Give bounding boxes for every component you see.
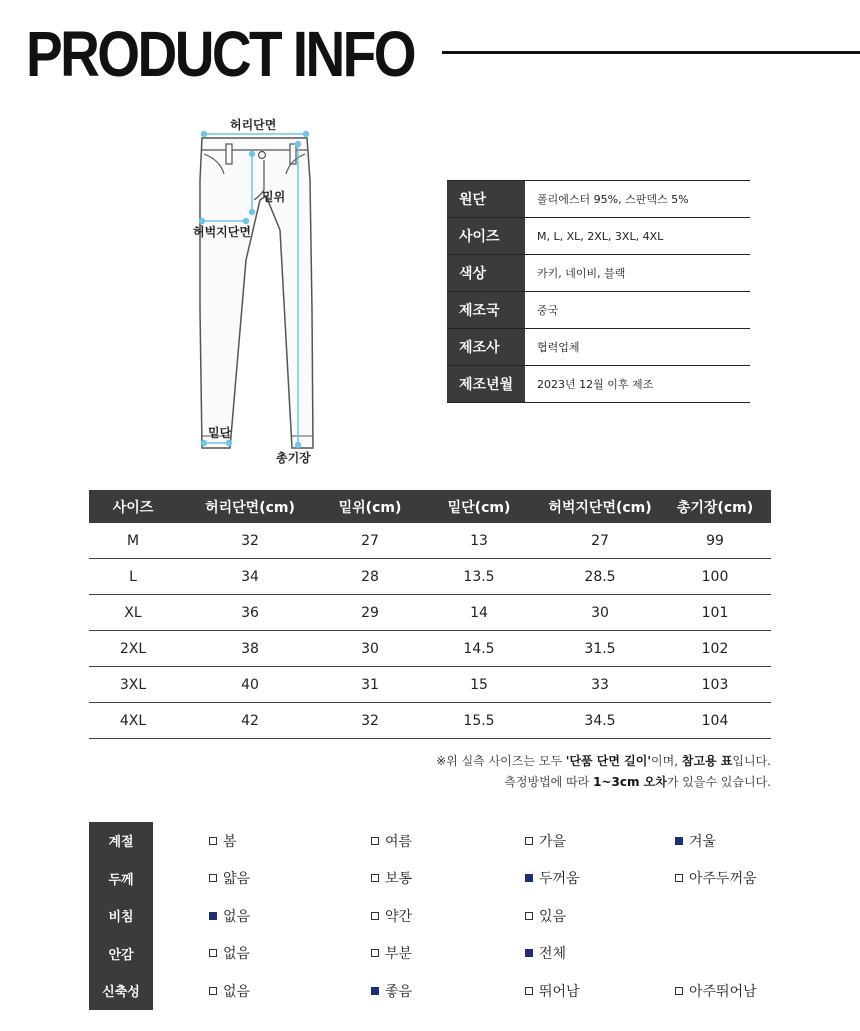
checked-box-icon xyxy=(525,949,533,957)
table-cell: 15.5 xyxy=(417,703,541,739)
table-cell: 27 xyxy=(541,523,659,559)
property-option[interactable] xyxy=(371,860,412,898)
table-cell: 34 xyxy=(177,559,323,595)
spec-row xyxy=(447,218,750,255)
table-cell: 33 xyxy=(541,667,659,703)
table-cell: 27 xyxy=(323,523,417,559)
option-label: 겨울 xyxy=(689,833,717,850)
property-label: 두께 xyxy=(89,860,153,898)
property-option[interactable] xyxy=(371,935,412,973)
table-cell: 30 xyxy=(541,595,659,631)
property-label: 비침 xyxy=(89,897,153,935)
note-text: 이며, xyxy=(651,754,682,768)
property-row xyxy=(89,860,779,898)
spec-key: 제조년월 xyxy=(447,366,525,402)
table-row xyxy=(89,559,771,595)
pants-illustration xyxy=(180,110,340,470)
note-emphasis: 참고용 표 xyxy=(681,754,733,768)
spec-key: 원단 xyxy=(447,181,525,217)
note-emphasis: '단품 단면 길이' xyxy=(565,754,652,768)
table-cell: 32 xyxy=(323,703,417,739)
measurement-note-2 xyxy=(504,773,771,790)
option-label: 부분 xyxy=(385,946,413,963)
spec-value: M, L, XL, 2XL, 3XL, 4XL xyxy=(537,229,664,243)
spec-key: 제조국 xyxy=(447,292,525,328)
option-label: 두꺼움 xyxy=(539,871,580,888)
option-label: 없음 xyxy=(223,983,251,1000)
unchecked-box-icon xyxy=(525,987,533,995)
table-cell: 15 xyxy=(417,667,541,703)
pants-diagram xyxy=(180,110,340,470)
property-row xyxy=(89,935,779,973)
property-option[interactable] xyxy=(209,822,237,860)
spec-key: 제조사 xyxy=(447,329,525,365)
table-row xyxy=(89,667,771,703)
label-rise: 밑위 xyxy=(262,190,286,204)
option-label: 아주두꺼움 xyxy=(689,871,757,888)
table-cell: 36 xyxy=(177,595,323,631)
property-option[interactable] xyxy=(675,972,757,1010)
unchecked-box-icon xyxy=(371,874,379,882)
option-label: 약간 xyxy=(385,908,413,925)
unchecked-box-icon xyxy=(371,837,379,845)
property-option[interactable] xyxy=(209,972,250,1010)
spec-key: 사이즈 xyxy=(447,218,525,254)
note-text: 가 있을수 있습니다. xyxy=(666,775,771,789)
property-row xyxy=(89,897,779,935)
option-label: 뛰어남 xyxy=(539,983,580,1000)
property-option[interactable] xyxy=(209,897,250,935)
unchecked-box-icon xyxy=(209,874,217,882)
header-cell: 허리단면(cm) xyxy=(177,490,323,523)
label-length: 총기장 xyxy=(276,451,311,465)
note-emphasis: 1~3cm 오차 xyxy=(593,775,667,789)
spec-row xyxy=(447,366,750,403)
header-cell: 밑위(cm) xyxy=(323,490,417,523)
spec-row xyxy=(447,181,750,218)
page-header xyxy=(0,0,860,100)
property-label: 안감 xyxy=(89,935,153,973)
spec-row xyxy=(447,329,750,366)
header-cell: 사이즈 xyxy=(89,490,177,523)
table-cell: 30 xyxy=(323,631,417,667)
option-label: 전체 xyxy=(539,946,567,963)
table-cell: XL xyxy=(89,595,177,631)
property-option[interactable] xyxy=(675,822,716,860)
label-hem: 밑단 xyxy=(208,426,232,440)
spec-key: 색상 xyxy=(447,255,525,291)
table-cell: 13 xyxy=(417,523,541,559)
header-cell: 총기장(cm) xyxy=(659,490,771,523)
option-label: 여름 xyxy=(385,833,413,850)
property-option[interactable] xyxy=(371,897,412,935)
table-cell: 4XL xyxy=(89,703,177,739)
option-label: 보통 xyxy=(385,871,413,888)
table-cell: 3XL xyxy=(89,667,177,703)
table-cell: 101 xyxy=(659,595,771,631)
unchecked-box-icon xyxy=(209,987,217,995)
spec-value: 2023년 12월 이후 제조 xyxy=(537,378,654,391)
unchecked-box-icon xyxy=(209,949,217,957)
table-cell: 13.5 xyxy=(417,559,541,595)
table-cell: 32 xyxy=(177,523,323,559)
option-label: 아주뛰어남 xyxy=(689,983,757,1000)
measurement-note-1 xyxy=(436,752,771,769)
table-cell: 103 xyxy=(659,667,771,703)
size-table xyxy=(89,490,771,739)
option-label: 가을 xyxy=(539,833,567,850)
property-option[interactable] xyxy=(525,822,566,860)
table-row xyxy=(89,523,771,559)
table-cell: 31 xyxy=(323,667,417,703)
title-rule xyxy=(442,51,860,54)
option-label: 없음 xyxy=(223,946,251,963)
belt-loop-left xyxy=(226,144,232,164)
property-row xyxy=(89,972,779,1010)
property-option[interactable] xyxy=(675,860,757,898)
table-cell: 29 xyxy=(323,595,417,631)
label-waist: 허리단면 xyxy=(230,118,277,132)
table-cell: 104 xyxy=(659,703,771,739)
option-label: 있음 xyxy=(539,908,567,925)
option-label: 얇음 xyxy=(223,871,251,888)
property-row xyxy=(89,822,779,860)
table-cell: 40 xyxy=(177,667,323,703)
option-label: 없음 xyxy=(223,908,251,925)
table-cell: M xyxy=(89,523,177,559)
header-cell: 밑단(cm) xyxy=(417,490,541,523)
unchecked-box-icon xyxy=(525,837,533,845)
table-row xyxy=(89,595,771,631)
unchecked-box-icon xyxy=(371,912,379,920)
unchecked-box-icon xyxy=(675,874,683,882)
table-row xyxy=(89,703,771,739)
unchecked-box-icon xyxy=(371,949,379,957)
checked-box-icon xyxy=(371,987,379,995)
property-option[interactable] xyxy=(525,897,566,935)
unchecked-box-icon xyxy=(209,837,217,845)
property-option[interactable] xyxy=(525,935,566,973)
note-text: 입니다. xyxy=(732,754,771,768)
checked-box-icon xyxy=(209,912,217,920)
note-text: ※위 실측 사이즈는 모두 xyxy=(436,754,566,768)
pants-outline xyxy=(200,138,313,448)
table-cell: 28.5 xyxy=(541,559,659,595)
unchecked-box-icon xyxy=(675,987,683,995)
property-checklist xyxy=(89,822,779,1010)
spec-table xyxy=(447,180,750,403)
option-label: 좋음 xyxy=(385,983,413,1000)
property-option[interactable] xyxy=(209,935,250,973)
table-cell: 100 xyxy=(659,559,771,595)
property-option[interactable] xyxy=(371,822,412,860)
table-cell: 34.5 xyxy=(541,703,659,739)
size-table-header xyxy=(89,490,771,523)
property-option[interactable] xyxy=(371,972,412,1010)
spec-row xyxy=(447,292,750,329)
page-title: PRODUCT INFO xyxy=(26,18,414,90)
spec-value: 협력업체 xyxy=(537,341,580,354)
spec-value: 폴리에스터 95%, 스판덱스 5% xyxy=(537,193,689,206)
property-option[interactable] xyxy=(525,972,580,1010)
note-text: 측정방법에 따라 xyxy=(504,775,594,789)
table-cell: L xyxy=(89,559,177,595)
table-cell: 42 xyxy=(177,703,323,739)
property-option[interactable] xyxy=(209,860,250,898)
property-option[interactable] xyxy=(525,860,580,898)
property-label: 계절 xyxy=(89,822,153,860)
checked-box-icon xyxy=(675,837,683,845)
label-thigh: 허벅지단면 xyxy=(193,225,251,239)
table-cell: 14.5 xyxy=(417,631,541,667)
spec-value: 카키, 네이비, 블랙 xyxy=(537,267,626,280)
table-cell: 31.5 xyxy=(541,631,659,667)
table-cell: 2XL xyxy=(89,631,177,667)
spec-value: 중국 xyxy=(537,304,559,317)
table-cell: 102 xyxy=(659,631,771,667)
option-label: 봄 xyxy=(223,833,237,850)
header-cell: 허벅지단면(cm) xyxy=(541,490,659,523)
unchecked-box-icon xyxy=(525,912,533,920)
table-cell: 38 xyxy=(177,631,323,667)
checked-box-icon xyxy=(525,874,533,882)
table-cell: 99 xyxy=(659,523,771,559)
table-cell: 28 xyxy=(323,559,417,595)
table-cell: 14 xyxy=(417,595,541,631)
table-row xyxy=(89,631,771,667)
property-label: 신축성 xyxy=(89,972,153,1010)
spec-row xyxy=(447,255,750,292)
